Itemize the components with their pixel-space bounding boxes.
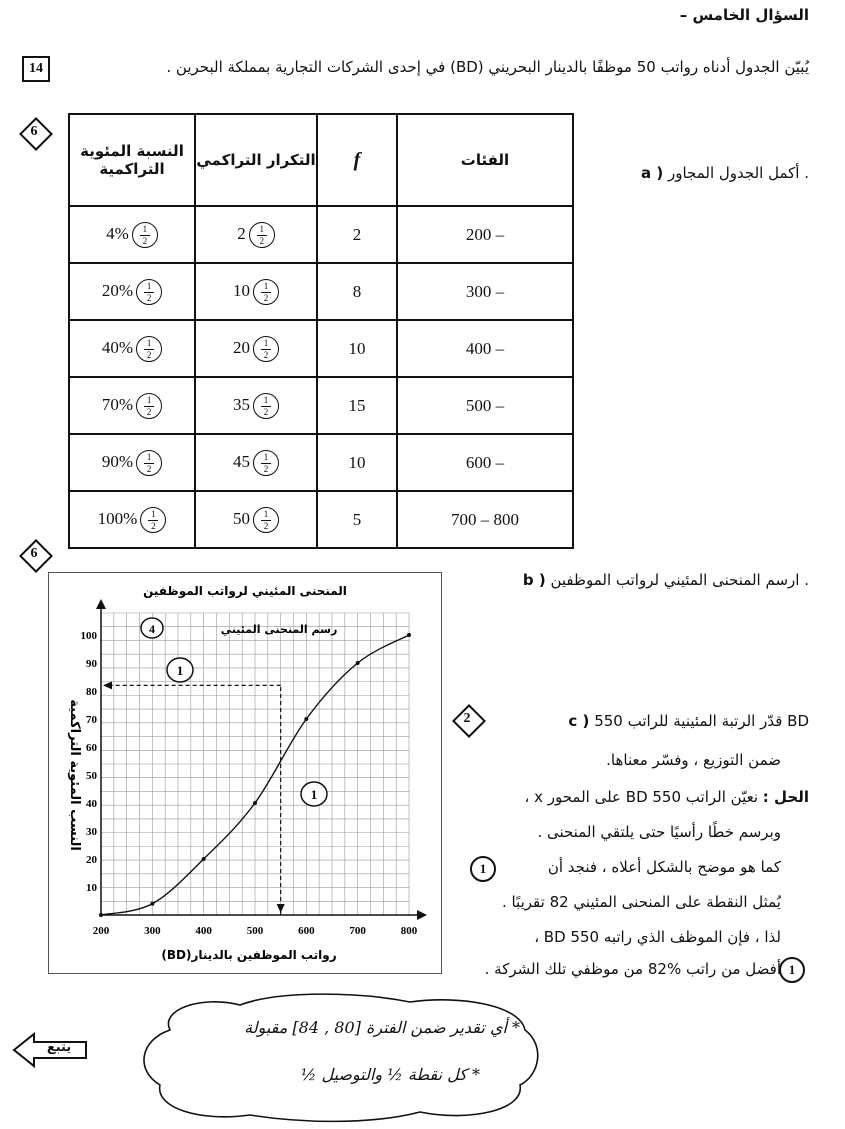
x-axis-arrow bbox=[417, 910, 427, 920]
frequency-table bbox=[68, 113, 574, 549]
handwritten-cloud bbox=[130, 990, 550, 1125]
cell-class: 600 – bbox=[397, 434, 573, 491]
half-mark-icon: $\frac{1}{2}$ bbox=[253, 279, 279, 305]
part-b-text bbox=[523, 571, 809, 589]
pct-value: 20% bbox=[101, 280, 134, 300]
col-cum: التكرار التراكمي bbox=[195, 114, 317, 206]
cell-cum bbox=[195, 320, 317, 377]
total-score-box: 14 bbox=[22, 56, 50, 82]
curve-label: رسم المنحنى المئيني bbox=[220, 623, 338, 636]
table-row bbox=[69, 263, 573, 320]
half-mark-icon: $\frac{1}{2}$ bbox=[136, 450, 162, 476]
y-tick-label: 10 bbox=[86, 882, 97, 894]
half-mark-icon: $\frac{1}{2}$ bbox=[136, 336, 162, 362]
pct-value: 4% bbox=[106, 223, 129, 243]
half-mark-icon: $\frac{1}{2}$ bbox=[136, 279, 162, 305]
half-mark-icon: $\frac{1}{2}$ bbox=[136, 393, 162, 419]
y-tick-label: 90 bbox=[86, 658, 97, 670]
cell-class: 700 – 800 bbox=[397, 491, 573, 548]
cell-cum bbox=[195, 263, 317, 320]
ogive-chart-svg bbox=[49, 573, 441, 973]
cell-cum bbox=[195, 377, 317, 434]
cum-value: 20 bbox=[233, 337, 250, 357]
y-tick-label: 20 bbox=[86, 854, 97, 866]
solution-line-4: يُمثل النقطة على المنحنى المئيني 82 تقريبًا . bbox=[501, 893, 781, 911]
cell-pct bbox=[69, 320, 195, 377]
y-tick-label: 100 bbox=[80, 630, 97, 642]
y-axis-arrow bbox=[96, 599, 106, 609]
pct-value: 90% bbox=[101, 451, 134, 471]
cell-cum bbox=[195, 434, 317, 491]
part-c-score: 2 bbox=[463, 711, 471, 726]
next-page-arrow bbox=[12, 1030, 92, 1074]
part-c-label: c ) bbox=[568, 712, 590, 730]
part-b-label: b ) bbox=[522, 571, 546, 589]
table-row bbox=[69, 491, 573, 548]
cell-f: 2 bbox=[317, 206, 397, 263]
handwritten-line-2: * كل نقطة ½ والتوصيل ½ bbox=[300, 1065, 480, 1084]
part-c-solution-1 bbox=[524, 788, 809, 806]
data-point bbox=[99, 913, 103, 917]
cell-f: 5 bbox=[317, 491, 397, 548]
next-label: يتبع bbox=[46, 1040, 72, 1055]
y-tick-label: 80 bbox=[86, 686, 97, 698]
cum-value: 2 bbox=[237, 223, 246, 243]
part-a-text bbox=[641, 164, 809, 182]
table-row bbox=[69, 434, 573, 491]
data-point bbox=[202, 857, 206, 861]
handwritten-note bbox=[130, 990, 550, 1125]
table-header-row bbox=[69, 114, 573, 206]
x-tick-label: 500 bbox=[246, 925, 264, 937]
y-tick-label: 70 bbox=[86, 714, 97, 726]
data-point bbox=[407, 633, 411, 637]
part-c-q2: ضمن التوزيع ، وفسّر معناها. bbox=[606, 751, 781, 769]
mark-1-label: 1 bbox=[176, 663, 184, 678]
x-tick-label: 300 bbox=[144, 925, 161, 937]
cell-f: 15 bbox=[317, 377, 397, 434]
y-tick-label: 50 bbox=[86, 770, 97, 782]
mark-1-circle: 1 bbox=[470, 856, 496, 882]
half-mark-icon: $\frac{1}{2}$ bbox=[253, 336, 279, 362]
solution-label: الحل : bbox=[762, 788, 809, 806]
x-tick-label: 400 bbox=[195, 925, 212, 937]
half-mark-icon: $\frac{1}{2}$ bbox=[253, 507, 279, 533]
reference-arrow-down bbox=[277, 904, 285, 913]
cum-value: 45 bbox=[233, 451, 250, 471]
solution-line-2: وبرسم خطًا رأسيًا حتى يلتقي المنحنى . bbox=[537, 823, 781, 841]
part-a-score: 6 bbox=[30, 124, 38, 139]
part-a-instruction: أكمل الجدول المجاور . bbox=[667, 164, 809, 182]
part-b-score: 6 bbox=[30, 546, 38, 561]
cum-value: 10 bbox=[233, 280, 250, 300]
part-c-q1: قدّر الرتبة المئينية للراتب 550 BD bbox=[594, 712, 809, 730]
cum-value: 35 bbox=[233, 394, 250, 414]
x-tick-label: 600 bbox=[298, 925, 315, 937]
part-c-question-1 bbox=[568, 712, 809, 730]
cell-class: 400 – bbox=[397, 320, 573, 377]
y-tick-label: 30 bbox=[86, 826, 97, 838]
ogive-chart bbox=[48, 572, 442, 974]
col-pct: النسبة المئوية التراكمية bbox=[69, 114, 195, 206]
handwritten-line-1: * أي تقدير ضمن الفترة [80 , 84] مقبولة bbox=[244, 1018, 520, 1037]
data-point bbox=[356, 661, 360, 665]
part-a-label: a ) bbox=[641, 164, 664, 182]
cell-class: 500 – bbox=[397, 377, 573, 434]
cum-value: 50 bbox=[233, 508, 250, 528]
table-row bbox=[69, 206, 573, 263]
question-intro: يُبيّن الجدول أدناه رواتب 50 موظفًا بالدينار البحريني (BD) في إحدى الشركات التجارية بمملكة البحرين . bbox=[166, 58, 809, 76]
solution-line-3: كما هو موضح بالشكل أعلاه ، فنجد أن bbox=[547, 858, 781, 876]
mark-1-label: 1 bbox=[310, 787, 318, 802]
reference-arrow-left bbox=[103, 681, 112, 689]
x-tick-label: 800 bbox=[400, 925, 418, 937]
y-axis-label: النسب المئوية التراكمية bbox=[67, 699, 82, 851]
chart-title: المنحنى المئيني لرواتب الموظفين bbox=[143, 584, 347, 598]
half-mark-icon: $\frac{1}{2}$ bbox=[253, 393, 279, 419]
half-mark-icon: $\frac{1}{2}$ bbox=[249, 222, 275, 248]
cell-cum bbox=[195, 491, 317, 548]
table-row bbox=[69, 320, 573, 377]
cell-class: 300 – bbox=[397, 263, 573, 320]
mark-1-circle: 1 bbox=[779, 957, 805, 983]
cell-pct bbox=[69, 491, 195, 548]
y-tick-label: 60 bbox=[86, 742, 97, 754]
cell-class: 200 – bbox=[397, 206, 573, 263]
data-point bbox=[150, 902, 154, 906]
half-mark-icon: $\frac{1}{2}$ bbox=[140, 507, 166, 533]
cell-pct bbox=[69, 377, 195, 434]
x-tick-label: 200 bbox=[92, 925, 110, 937]
col-class: الفئات bbox=[397, 114, 573, 206]
solution-line-5: لذا ، فإن الموظف الذي راتبه BD 550 ، bbox=[534, 928, 781, 946]
pct-value: 40% bbox=[101, 337, 134, 357]
x-axis-label: رواتب الموظفين بالدينار(BD) bbox=[161, 948, 337, 962]
question-title: السؤال الخامس – bbox=[679, 6, 809, 24]
data-point bbox=[253, 801, 257, 805]
half-mark-icon: $\frac{1}{2}$ bbox=[253, 450, 279, 476]
half-mark-icon: $\frac{1}{2}$ bbox=[132, 222, 158, 248]
cell-f: 10 bbox=[317, 434, 397, 491]
solution-line-1: نعيّن الراتب BD 550 على المحور x ، bbox=[524, 788, 759, 806]
cell-pct bbox=[69, 263, 195, 320]
cell-cum bbox=[195, 206, 317, 263]
cell-pct bbox=[69, 206, 195, 263]
data-point bbox=[304, 717, 308, 721]
cell-f: 10 bbox=[317, 320, 397, 377]
part-b-instruction: ارسم المنحنى المئيني لرواتب الموظفين . bbox=[550, 571, 809, 589]
col-f: f bbox=[317, 114, 397, 206]
cell-pct bbox=[69, 434, 195, 491]
mark-4-label: 4 bbox=[149, 622, 155, 636]
pct-value: 100% bbox=[97, 508, 138, 528]
pct-value: 70% bbox=[101, 394, 134, 414]
solution-line-6: أفضل من راتب %82 من موظفي تلك الشركة . bbox=[484, 960, 781, 978]
x-tick-label: 700 bbox=[349, 925, 366, 937]
y-tick-label: 40 bbox=[86, 798, 97, 810]
table-row bbox=[69, 377, 573, 434]
cell-f: 8 bbox=[317, 263, 397, 320]
